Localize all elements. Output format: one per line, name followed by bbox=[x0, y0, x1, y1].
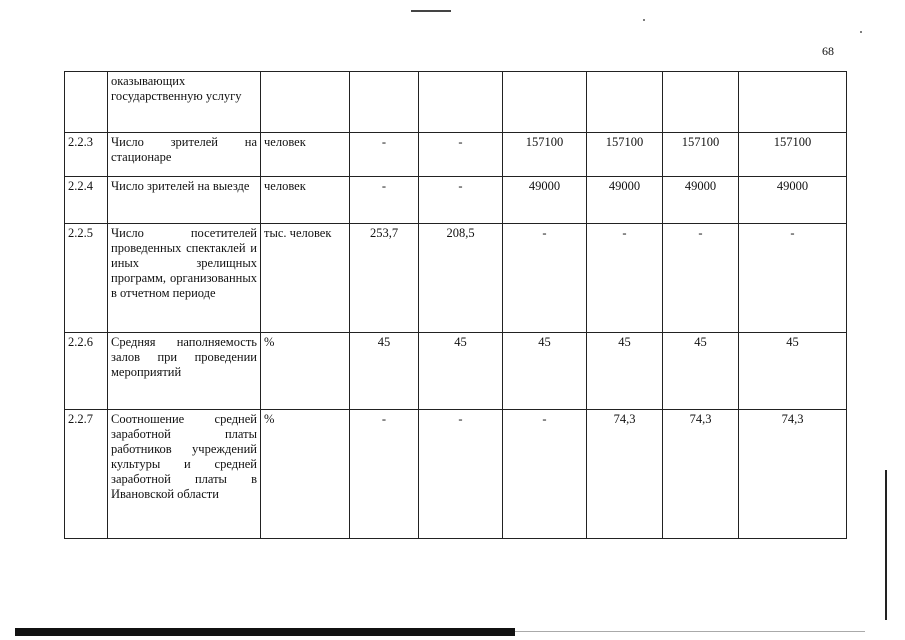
value-cell: 45 bbox=[350, 333, 419, 410]
value-cell: 74,3 bbox=[587, 410, 663, 539]
unit: человек bbox=[261, 133, 350, 177]
value-cell: - bbox=[350, 177, 419, 224]
value-cell: 74,3 bbox=[739, 410, 847, 539]
value-cell: 157100 bbox=[739, 133, 847, 177]
scan-speck bbox=[860, 31, 862, 33]
row-number bbox=[65, 72, 108, 133]
value-cell: 45 bbox=[503, 333, 587, 410]
value-cell: 157100 bbox=[503, 133, 587, 177]
value-cell: - bbox=[739, 224, 847, 333]
value-cell: 49000 bbox=[739, 177, 847, 224]
unit bbox=[261, 72, 350, 133]
value-cell: - bbox=[587, 224, 663, 333]
value-cell bbox=[503, 72, 587, 133]
value-cell: - bbox=[663, 224, 739, 333]
scan-edge-line bbox=[885, 470, 887, 620]
value-cell: - bbox=[419, 177, 503, 224]
indicator-name: оказывающих государственную услугу bbox=[108, 72, 261, 133]
value-cell bbox=[350, 72, 419, 133]
value-cell: 74,3 bbox=[663, 410, 739, 539]
indicators-table bbox=[64, 71, 847, 539]
row-number: 2.2.7 bbox=[65, 410, 108, 539]
table-row bbox=[65, 410, 847, 539]
table-row bbox=[65, 333, 847, 410]
value-cell: - bbox=[350, 410, 419, 539]
value-cell: 157100 bbox=[587, 133, 663, 177]
table-row bbox=[65, 133, 847, 177]
row-number: 2.2.6 bbox=[65, 333, 108, 410]
indicator-name: Число посетителей проведенных спектаклей и иных зрелищных программ, организованных в отчетном периоде bbox=[108, 224, 261, 333]
value-cell bbox=[739, 72, 847, 133]
page-number: 68 bbox=[822, 44, 834, 58]
row-number: 2.2.3 bbox=[65, 133, 108, 177]
value-cell: 49000 bbox=[503, 177, 587, 224]
scan-bottom-line bbox=[515, 631, 865, 632]
value-cell: - bbox=[350, 133, 419, 177]
indicator-name: Средняя наполняемость залов при проведении мероприятий bbox=[108, 333, 261, 410]
row-number: 2.2.5 bbox=[65, 224, 108, 333]
value-cell: 45 bbox=[587, 333, 663, 410]
value-cell: - bbox=[503, 224, 587, 333]
unit: человек bbox=[261, 177, 350, 224]
unit: тыс. человек bbox=[261, 224, 350, 333]
value-cell bbox=[419, 72, 503, 133]
value-cell: 49000 bbox=[663, 177, 739, 224]
value-cell: 157100 bbox=[663, 133, 739, 177]
value-cell: 45 bbox=[739, 333, 847, 410]
unit: % bbox=[261, 333, 350, 410]
value-cell bbox=[587, 72, 663, 133]
table-row bbox=[65, 177, 847, 224]
scan-bottom-shadow bbox=[15, 628, 515, 636]
indicator-name: Число зрителей на выезде bbox=[108, 177, 261, 224]
scan-speck bbox=[643, 19, 645, 21]
scan-mark bbox=[411, 10, 451, 12]
table-row bbox=[65, 224, 847, 333]
value-cell: 49000 bbox=[587, 177, 663, 224]
indicator-name: Число зрителей на стационаре bbox=[108, 133, 261, 177]
value-cell: 253,7 bbox=[350, 224, 419, 333]
value-cell: - bbox=[419, 410, 503, 539]
value-cell: 45 bbox=[419, 333, 503, 410]
unit: % bbox=[261, 410, 350, 539]
value-cell: 45 bbox=[663, 333, 739, 410]
value-cell bbox=[663, 72, 739, 133]
value-cell: - bbox=[503, 410, 587, 539]
indicator-name: Соотношение средней заработной платы работников учреждений культуры и средней заработной платы в Ивановской области bbox=[108, 410, 261, 539]
table-row bbox=[65, 72, 847, 133]
value-cell: 208,5 bbox=[419, 224, 503, 333]
row-number: 2.2.4 bbox=[65, 177, 108, 224]
value-cell: - bbox=[419, 133, 503, 177]
